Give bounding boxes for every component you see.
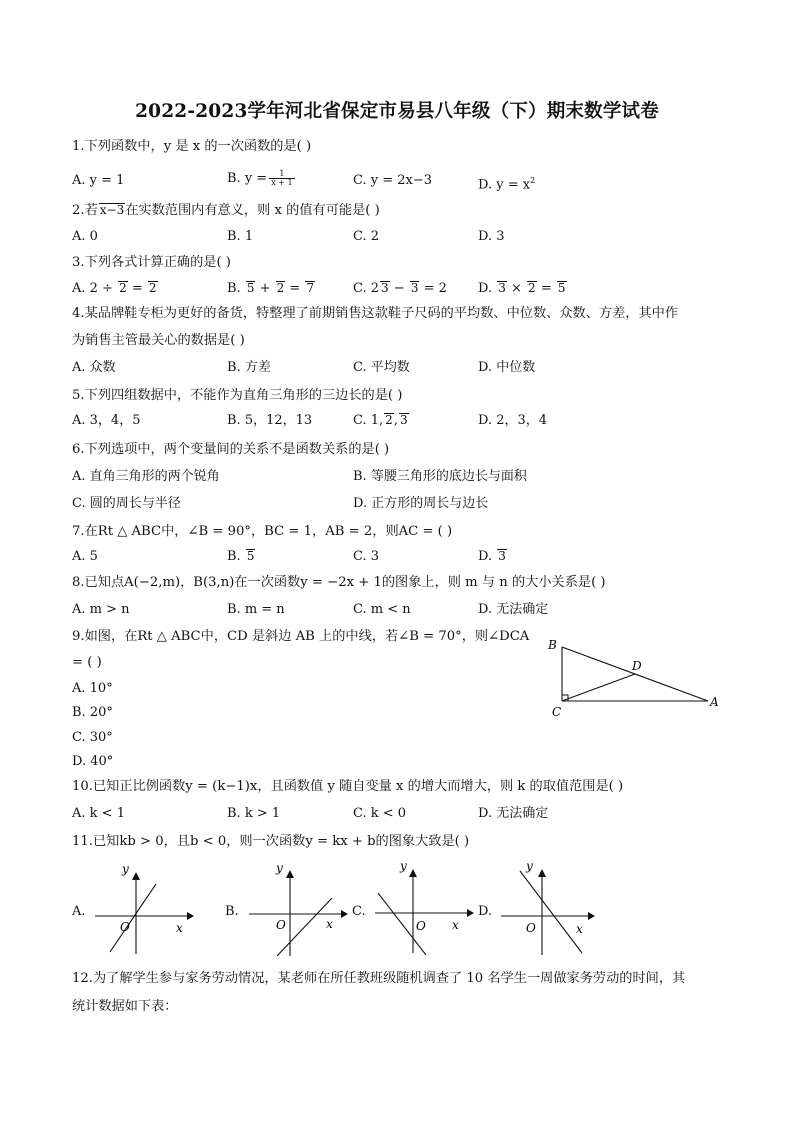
q5-option-a: A. 3，4，5: [72, 413, 141, 428]
svg-text:O: O: [526, 921, 536, 935]
q3-option-d: D. 3 × 2 = 5: [478, 281, 566, 296]
label-a: A: [710, 695, 719, 709]
question-11: 11.已知kb > 0，且b < 0，则一次函数y = kx + b的图象大致是( ): [72, 834, 470, 849]
q11-option-c: C.: [352, 904, 366, 919]
q2-option-a: A. 0: [72, 229, 98, 244]
question-2: 2.若 x−3在实数范围内有意义，则 x 的值有可能是( ): [72, 203, 380, 218]
q7-option-b: B. 5: [227, 549, 255, 564]
q11-option-a: A.: [72, 904, 86, 919]
q2-option-b: B. 1: [227, 229, 254, 244]
page-title: 2022-2023学年河北省保定市易县八年级（下）期末数学试卷: [135, 101, 659, 122]
question-12-cont: 统计数据如下表：: [72, 999, 178, 1014]
q1-option-c: C. y = 2x−3: [353, 173, 433, 188]
q6-option-c: C. 圆的周长与半径: [72, 496, 181, 511]
question-7: 7.在Rt △ ABC中，∠B = 90°，BC = 1，AB = 2，则AC = ( ): [72, 524, 453, 539]
q5-option-c: C. 1, 2, 3: [353, 413, 408, 428]
q5-option-b: B. 5，12，13: [227, 413, 313, 428]
svg-text:x: x: [576, 922, 583, 936]
q11-option-d: D.: [478, 904, 493, 919]
q4-option-c: C. 平均数: [353, 360, 410, 375]
q4-option-a: A. 众数: [72, 360, 116, 375]
q6-option-b: B. 等腰三角形的底边长与面积: [353, 469, 527, 484]
question-3: 3.下列各式计算正确的是( ): [72, 255, 231, 270]
q11-graph-d: [496, 855, 606, 955]
q7-option-c: C. 3: [353, 549, 380, 564]
question-12: 12.为了解学生参与家务劳动情况，某老师在所任教班级随机调查了 10 名学生一周做家务劳动的时间，其: [72, 971, 686, 986]
svg-text:y: y: [276, 861, 283, 875]
svg-text:O: O: [416, 919, 426, 933]
q1-option-d: D. $y = x^2$: [478, 176, 536, 193]
question-9-cont: = ( ): [72, 655, 102, 670]
svg-text:O: O: [120, 920, 130, 934]
q2-option-c: C. 2: [353, 229, 380, 244]
q3-option-a: A. 2 ÷ 2 = 2: [72, 281, 157, 296]
q1-option-a: A. y = 1: [72, 173, 125, 188]
question-8: 8.已知点A(−2,m)，B(3,n)在一次函数y = −2x + 1的图象上，则 m 与 n 的大小关系是( ): [72, 575, 606, 590]
q6-option-a: A. 直角三角形的两个锐角: [72, 469, 220, 484]
q11-option-b: B.: [225, 904, 239, 919]
q10-option-a: A. k < 1: [72, 806, 125, 821]
q4-option-d: D. 中位数: [478, 360, 536, 375]
q8-option-d: D. 无法确定: [478, 602, 549, 617]
question-6: 6.下列选项中，两个变量间的关系不是函数关系的是( ): [72, 442, 390, 457]
question-4: 4.某品牌鞋专柜为更好的备货，特整理了前期销售这款鞋子尺码的平均数、中位数、众数、方差，其中作: [72, 306, 679, 321]
svg-text:x: x: [452, 918, 459, 932]
label-c: C: [552, 705, 562, 719]
q8-option-a: A. m > n: [72, 602, 130, 617]
q9-triangle-figure: [540, 632, 730, 722]
question-9: 9.如图，在Rt △ ABC中，CD 是斜边 AB 上的中线，若∠B = 70°，则∠DCA: [72, 629, 530, 644]
q11-graph-c: [370, 855, 480, 955]
q9-option-c: C. 30°: [72, 730, 113, 745]
q10-option-d: D. 无法确定: [478, 806, 549, 821]
q6-option-d: D. 正方形的周长与边长: [353, 496, 489, 511]
q10-option-c: C. k < 0: [353, 806, 407, 821]
label-b: B: [548, 638, 557, 652]
svg-text:y: y: [526, 859, 533, 873]
question-1: 1.下列函数中，y 是 x 的一次函数的是( ): [72, 139, 312, 154]
q3-option-c: C. 2 3 − 3 = 2: [353, 281, 447, 296]
question-4-cont: 为销售主管最关心的数据是( ): [72, 333, 245, 348]
svg-text:x: x: [176, 921, 183, 935]
q4-option-b: B. 方差: [227, 360, 271, 375]
q10-option-b: B. k > 1: [227, 806, 281, 821]
q1-option-b: B. y = $\frac{1}{x + 1}$: [227, 169, 293, 187]
q3-option-b: B. 5 + 2 = 7: [227, 281, 315, 296]
q5-option-d: D. 2，3，4: [478, 413, 548, 428]
q8-option-b: B. m = n: [227, 602, 285, 617]
svg-text:O: O: [276, 918, 286, 932]
q9-option-a: A. 10°: [72, 681, 113, 696]
q2-option-d: D. 3: [478, 229, 505, 244]
q11-graph-a: [90, 858, 200, 958]
q8-option-c: C. m < n: [353, 602, 411, 617]
label-d: D: [632, 659, 642, 673]
svg-text:x: x: [326, 917, 333, 931]
q11-graph-b: [244, 858, 354, 958]
q9-option-d: D. 40°: [72, 754, 114, 769]
q7-option-d: D. 3: [478, 549, 506, 564]
question-10: 10.已知正比例函数y = (k−1)x，且函数值 y 随自变量 x 的增大而增大，则 k 的取值范围是( ): [72, 779, 624, 794]
q7-option-a: A. 5: [72, 549, 98, 564]
q9-option-b: B. 20°: [72, 705, 113, 720]
svg-text:y: y: [122, 862, 129, 876]
svg-text:y: y: [400, 859, 407, 873]
question-5: 5.下列四组数据中，不能作为直角三角形的三边长的是( ): [72, 388, 403, 403]
